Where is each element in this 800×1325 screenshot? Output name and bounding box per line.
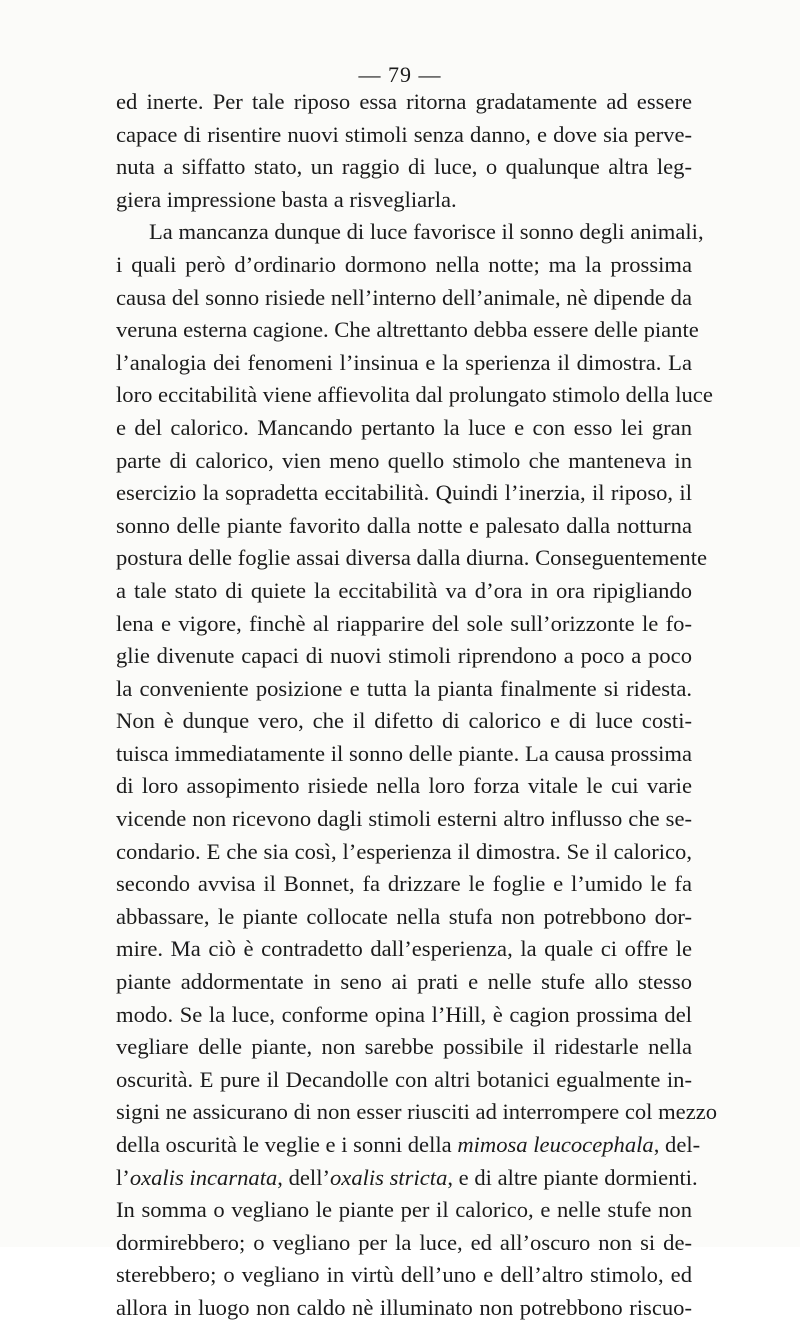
text-line-italic-mixed xyxy=(116,1129,701,1162)
text-run: l’ xyxy=(116,1164,130,1190)
text-line: tuisca immediatamente il sonno delle piante. La causa prossima xyxy=(116,740,692,766)
text-line: capace di risentire nuovi stimoli senza danno, e dove sia perve- xyxy=(116,121,692,147)
text-line: signi ne assicurano di non esser riusciti ad interrompere col mezzo xyxy=(116,1099,718,1125)
text-line: di loro assopimento risiede nella loro forza vitale le cui varie xyxy=(116,773,692,799)
text-line: loro eccitabilità viene affievolita dal prolungato stimolo della luce xyxy=(116,382,713,408)
text-line: modo. Se la luce, conforme opina l’Hill, è cagion prossima del xyxy=(116,1001,692,1027)
text-line: i quali però d’ordinario dormono nella notte; ma la prossima xyxy=(116,251,692,277)
text-line: secondo avvisa il Bonnet, fa drizzare le foglie e l’umido le fa xyxy=(116,871,692,897)
text-line: veruna esterna cagione. Che altrettanto debba essere delle piante xyxy=(116,317,699,343)
text-line: vegliare delle piante, non sarebbe possibile il ridestarle nella xyxy=(116,1034,692,1060)
text-line: sterebbero; o vegliano in virtù dell’uno e dell’altro stimolo, ed xyxy=(116,1262,692,1288)
text-run: , e di altre piante dormienti. xyxy=(447,1164,698,1190)
text-line: lena e vigore, finchè al riapparire del sole sull’orizzonte le fo- xyxy=(116,610,692,636)
text-line: giera impressione basta a risvegliarla. xyxy=(116,186,457,212)
text-line: glie divenute capaci di nuovi stimoli riprendono a poco a poco xyxy=(116,643,692,669)
species-name: mimosa leucocephala xyxy=(457,1132,654,1157)
text-line: sonno delle piante favorito dalla notte e palesato dalla notturna xyxy=(116,512,692,538)
text-line: mire. Ma ciò è contradetto dall’esperienza, la quale ci offre le xyxy=(116,936,692,962)
text-line: condario. E che sia così, l’esperienza il dimostra. Se il calorico, xyxy=(116,838,692,864)
species-name: oxalis incarnata xyxy=(129,1164,278,1190)
text-line: nuta a siffatto stato, un raggio di luce, o qualunque altra leg- xyxy=(116,154,692,180)
text-line: abbassare, le piante collocate nella stufa non potrebbono dor- xyxy=(116,903,692,929)
text-line: Non è dunque vero, che il difetto di calorico e di luce costi- xyxy=(116,708,692,734)
text-line: esercizio la sopradetta eccitabilità. Quindi l’inerzia, il riposo, il xyxy=(116,480,692,506)
body-text xyxy=(116,86,718,1325)
text-line: oscurità. E pure il Decandolle con altri botanici egualmente in- xyxy=(116,1066,692,1092)
text-line: dormirebbero; o vegliano per la luce, ed all’oscuro non si de- xyxy=(116,1229,692,1255)
text-line: a tale stato di quiete la eccitabilità va d’ora in ora ripigliando xyxy=(116,577,692,603)
text-run: , dell’ xyxy=(277,1164,330,1190)
text-run: , del- xyxy=(653,1132,701,1157)
page-number: — 79 — xyxy=(358,62,442,87)
text-line: ed inerte. Per tale riposo essa ritorna gradatamente ad essere xyxy=(116,89,692,114)
text-line: causa del sonno risiede nell’interno dell’animale, nè dipende da xyxy=(116,284,692,310)
text-line: postura delle foglie assai diversa dalla diurna. Conseguentemente xyxy=(116,545,708,571)
text-line: parte di calorico, vien meno quello stimolo che manteneva in xyxy=(116,447,692,473)
text-line: allora in luogo non caldo nè illuminato non potrebbono riscuo- xyxy=(116,1294,692,1320)
text-line: la conveniente posizione e tutta la pianta finalmente si ridesta. xyxy=(116,675,692,701)
text-line: La mancanza dunque di luce favorisce il sonno degli animali, xyxy=(149,219,704,245)
text-line: e del calorico. Mancando pertanto la luce e con esso lei gran xyxy=(116,414,692,440)
text-line-italic-mixed xyxy=(116,1162,698,1195)
text-line: piante addormentate in seno ai prati e nelle stufe allo stesso xyxy=(116,969,692,995)
text-line: In somma o vegliano le piante per il calorico, e nelle stufe non xyxy=(116,1197,692,1223)
text-line: l’analogia dei fenomeni l’insinua e la sperienza il dimostra. La xyxy=(116,349,692,375)
text-line: vicende non ricevono dagli stimoli esterni altro influsso che se- xyxy=(116,806,692,832)
text-run: della oscurità le veglie e i sonni della xyxy=(116,1132,458,1157)
species-name: oxalis stricta xyxy=(330,1164,448,1190)
